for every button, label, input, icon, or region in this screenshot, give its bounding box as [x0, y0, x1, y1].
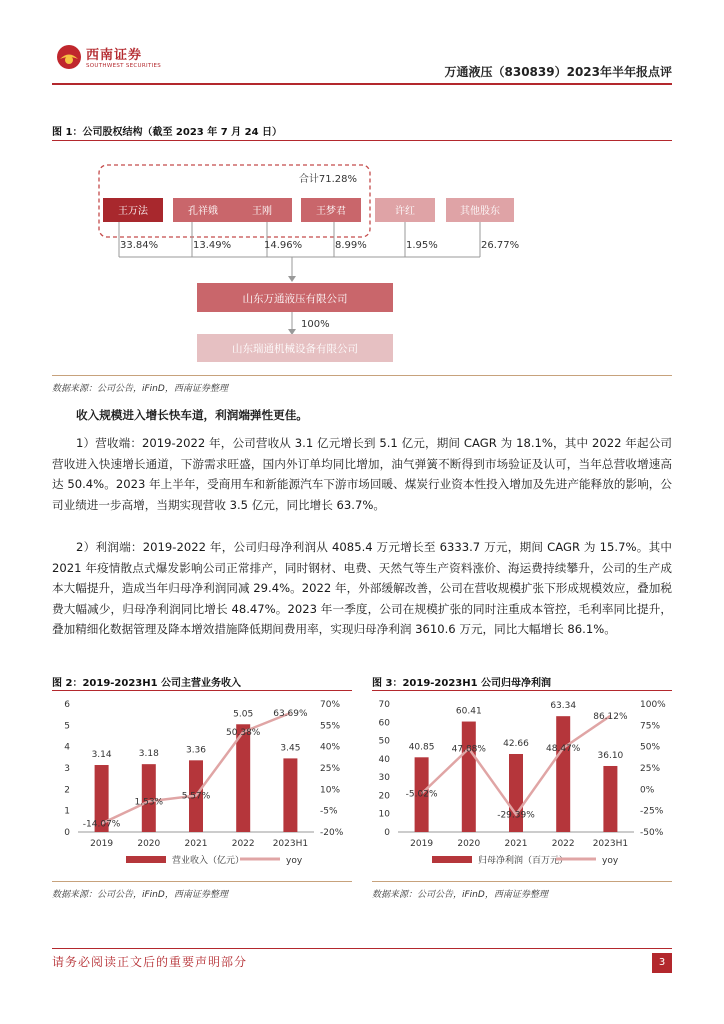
legend-bar-label: 营业收入（亿元）: [172, 856, 245, 866]
y-tick-label-left: 4: [64, 742, 70, 753]
yoy-value-label: -29.39%: [497, 810, 535, 821]
yoy-value-label: 47.88%: [451, 744, 486, 755]
bar-value-label: 3.18: [138, 749, 159, 760]
shareholder-box: [173, 198, 233, 222]
y-tick-label-right: -5%: [320, 806, 338, 817]
y-tick-label-right: 40%: [320, 742, 341, 753]
y-tick-label-right: 55%: [320, 721, 341, 732]
y-tick-label-left: 1: [64, 806, 70, 817]
footer-divider: [52, 948, 672, 949]
legend-line-label: yoy: [286, 856, 303, 866]
y-tick-label-right: 25%: [320, 764, 341, 774]
bar-value-label: 5.05: [233, 709, 254, 720]
holding-pct: 8.99%: [335, 240, 367, 251]
figure3-bottom-rule: [372, 881, 672, 882]
shareholder-name: 许红: [395, 206, 415, 217]
y-tick-label-left: 70: [378, 700, 390, 710]
ownership-connectors: [119, 222, 480, 331]
shareholder-box: [301, 198, 361, 222]
shareholder-box: [446, 198, 514, 222]
net-profit-chart: [372, 694, 672, 880]
y-tick-label-left: 2: [64, 785, 70, 796]
y-tick-label-right: -25%: [640, 806, 664, 817]
holding-pct: 13.49%: [193, 240, 232, 251]
y-tick-label-left: 0: [384, 828, 390, 838]
bar-value-label: 3.36: [185, 745, 207, 756]
yoy-value-label: 63.69%: [273, 708, 308, 719]
x-tick-label: 2020: [137, 839, 161, 849]
figure3-source: 数据来源：公司公告，iFinD，西南证券整理: [372, 890, 548, 900]
bar: [556, 716, 570, 832]
y-tick-label-right: -20%: [320, 828, 344, 838]
page-header: [0, 0, 724, 84]
yoy-value-label: -14.07%: [82, 819, 121, 830]
y-tick-label-right: 0%: [640, 785, 655, 796]
southwest-securities-logo-icon: [56, 44, 82, 70]
total-holding-label: 合计71.28%: [298, 174, 357, 185]
holding-pct: 1.95%: [406, 240, 438, 251]
yoy-value-label: 1.53%: [134, 797, 164, 808]
page-number: 3: [652, 953, 672, 973]
disclaimer-note: 请务必阅读正文后的重要声明部分: [52, 955, 248, 969]
y-tick-label-left: 60: [378, 718, 390, 729]
bar-value-label: 60.41: [455, 706, 482, 717]
yoy-value-label: 86.12%: [593, 711, 628, 722]
bar-value-label: 3.14: [91, 750, 112, 761]
header-divider: [52, 83, 672, 85]
bar-value-label: 3.45: [280, 743, 301, 754]
y-tick-label-left: 50: [378, 736, 390, 747]
bar-value-label: 40.85: [408, 742, 435, 753]
y-tick-label-left: 6: [64, 700, 70, 710]
figure3-title: 图 3：2019-2023H1 公司归母净利润: [372, 678, 552, 689]
figure1-top-rule: [52, 140, 672, 141]
section-headline: 收入规模进入增长快车道，利润端弹性更佳。: [76, 408, 308, 422]
y-tick-label-right: 10%: [320, 785, 341, 796]
paragraph-revenue: [52, 433, 672, 515]
shareholder-name: 孔祥娥: [188, 206, 218, 217]
figure1-title: 图 1：公司股权结构（截至 2023 年 7 月 24 日）: [52, 127, 283, 138]
legend-line-label: yoy: [602, 856, 619, 866]
yoy-value-label: -5.02%: [405, 789, 438, 800]
y-tick-label-right: -50%: [640, 828, 664, 838]
bar: [283, 758, 297, 832]
shareholder-name: 王万法: [118, 206, 148, 217]
x-tick-label: 2021: [504, 839, 528, 849]
y-tick-label-left: 40: [378, 754, 390, 765]
subsidiary-name: 山东瑞通机械设备有限公司: [232, 343, 358, 355]
company-name: 山东万通液压有限公司: [242, 293, 348, 305]
y-tick-label-left: 30: [378, 773, 390, 784]
figure3-top-rule: [372, 690, 672, 691]
yoy-value-label: 5.57%: [181, 791, 211, 802]
x-tick-label: 2019: [410, 839, 434, 849]
holding-pct: 33.84%: [120, 240, 159, 251]
revenue-chart: [52, 694, 352, 880]
legend-bar-label: 归母净利润（百万元）: [478, 856, 569, 866]
y-tick-label-left: 20: [378, 791, 390, 802]
y-tick-label-left: 0: [64, 828, 70, 838]
shareholder-name: 王梦君: [316, 206, 346, 217]
legend-bar-swatch: [126, 856, 166, 863]
figure1-source: 数据来源：公司公告，iFinD，西南证券整理: [52, 384, 228, 394]
paragraph-profit: [52, 537, 672, 640]
x-tick-label: 2021: [184, 839, 208, 849]
arrow-down-icon: [288, 276, 296, 282]
subsidiary-pct: 100%: [301, 319, 330, 330]
legend-bar-swatch: [432, 856, 472, 863]
bar-value-label: 63.34: [550, 701, 577, 712]
logo-name: 西南证券: [86, 48, 143, 63]
shareholder-box: [103, 198, 163, 222]
x-tick-label: 2023H1: [272, 839, 309, 849]
x-tick-label: 2022: [231, 839, 255, 849]
figure1-bottom-rule: [52, 375, 672, 376]
shareholder-box: [375, 198, 435, 222]
x-tick-label: 2020: [457, 839, 481, 849]
y-tick-label-right: 70%: [320, 700, 341, 710]
y-tick-label-right: 75%: [640, 721, 661, 732]
yoy-value-label: 48.47%: [546, 743, 581, 754]
shareholder-name: 王刚: [252, 206, 272, 217]
holding-pct: 14.96%: [264, 240, 303, 251]
report-title: 万通液压（830839）2023年半年报点评: [444, 65, 672, 79]
figure2-title: 图 2：2019-2023H1 公司主营业务收入: [52, 678, 242, 689]
y-tick-label-right: 100%: [640, 700, 666, 710]
holding-pct: 26.77%: [481, 240, 520, 251]
logo-english-name: SOUTHWEST SECURITIES: [86, 63, 162, 69]
x-tick-label: 2023H1: [592, 839, 629, 849]
figure2-top-rule: [52, 690, 352, 691]
paragraph-revenue-text: 1）营收端：2019-2022 年，公司营收从 3.1 亿元增长到 5.1 亿元，期间 CAGR 为 18.1%，其中 2022 年起公司营收进入快速增长通道，下游需求旺盛，国内外订单均同比增加，油气弹簧不断得到市场验证及认可，当年总营收增速高达 50.4%。2023 年上半年，受商用车和新能源汽车下游市场回暖、煤炭行业资本性投入增加及先进产能释放的影响，公司业绩进一步高增，当期实现营收 3.5 亿元，同比增长 63.7%。: [52, 436, 672, 512]
shareholder-name: 其他股东: [460, 206, 500, 217]
x-tick-label: 2019: [90, 839, 114, 849]
bar: [462, 722, 476, 832]
subsidiary-box: [197, 334, 393, 362]
ownership-structure-diagram: [52, 145, 672, 370]
bar-value-label: 42.66: [503, 738, 529, 749]
figure2-source: 数据来源：公司公告，iFinD，西南证券整理: [52, 890, 228, 900]
shareholder-box: [232, 198, 292, 222]
yoy-value-label: 50.38%: [226, 727, 261, 738]
y-tick-label-right: 50%: [640, 742, 661, 753]
figure2-bottom-rule: [52, 881, 352, 882]
bar: [603, 766, 617, 832]
y-tick-label-right: 25%: [640, 764, 661, 774]
y-tick-label-left: 10: [378, 809, 390, 820]
y-tick-label-left: 3: [64, 764, 70, 774]
y-tick-label-left: 5: [64, 721, 70, 732]
x-tick-label: 2022: [551, 839, 575, 849]
company-box: [197, 283, 393, 312]
bar-value-label: 36.10: [597, 750, 624, 761]
paragraph-profit-text: 2）利润端：2019-2022 年，公司归母净利润从 4085.4 万元增长至 6333.7 万元，期间 CAGR 为 15.7%。其中 2021 年疫情散点式爆发影响公司正常排产，同时钢材、电费、天然气等生产资料涨价、海运费持续攀升，公司的生产成本大幅提升，造成当年归母净利润同减 29.4%。2022 年，外部缓解改善，公司在营收规模扩张下形成规模效应，叠加税费大幅减少，归母净利润同比增长 48.47%。2023 年一季度，公司在规模扩张的同时注重成本管控，毛利率同比提升，叠加精细化数据管理及降本增效措施降低期间费用率，实现归母净利润 3610.6 万元，同比大幅增长 86.1%。: [52, 540, 672, 636]
